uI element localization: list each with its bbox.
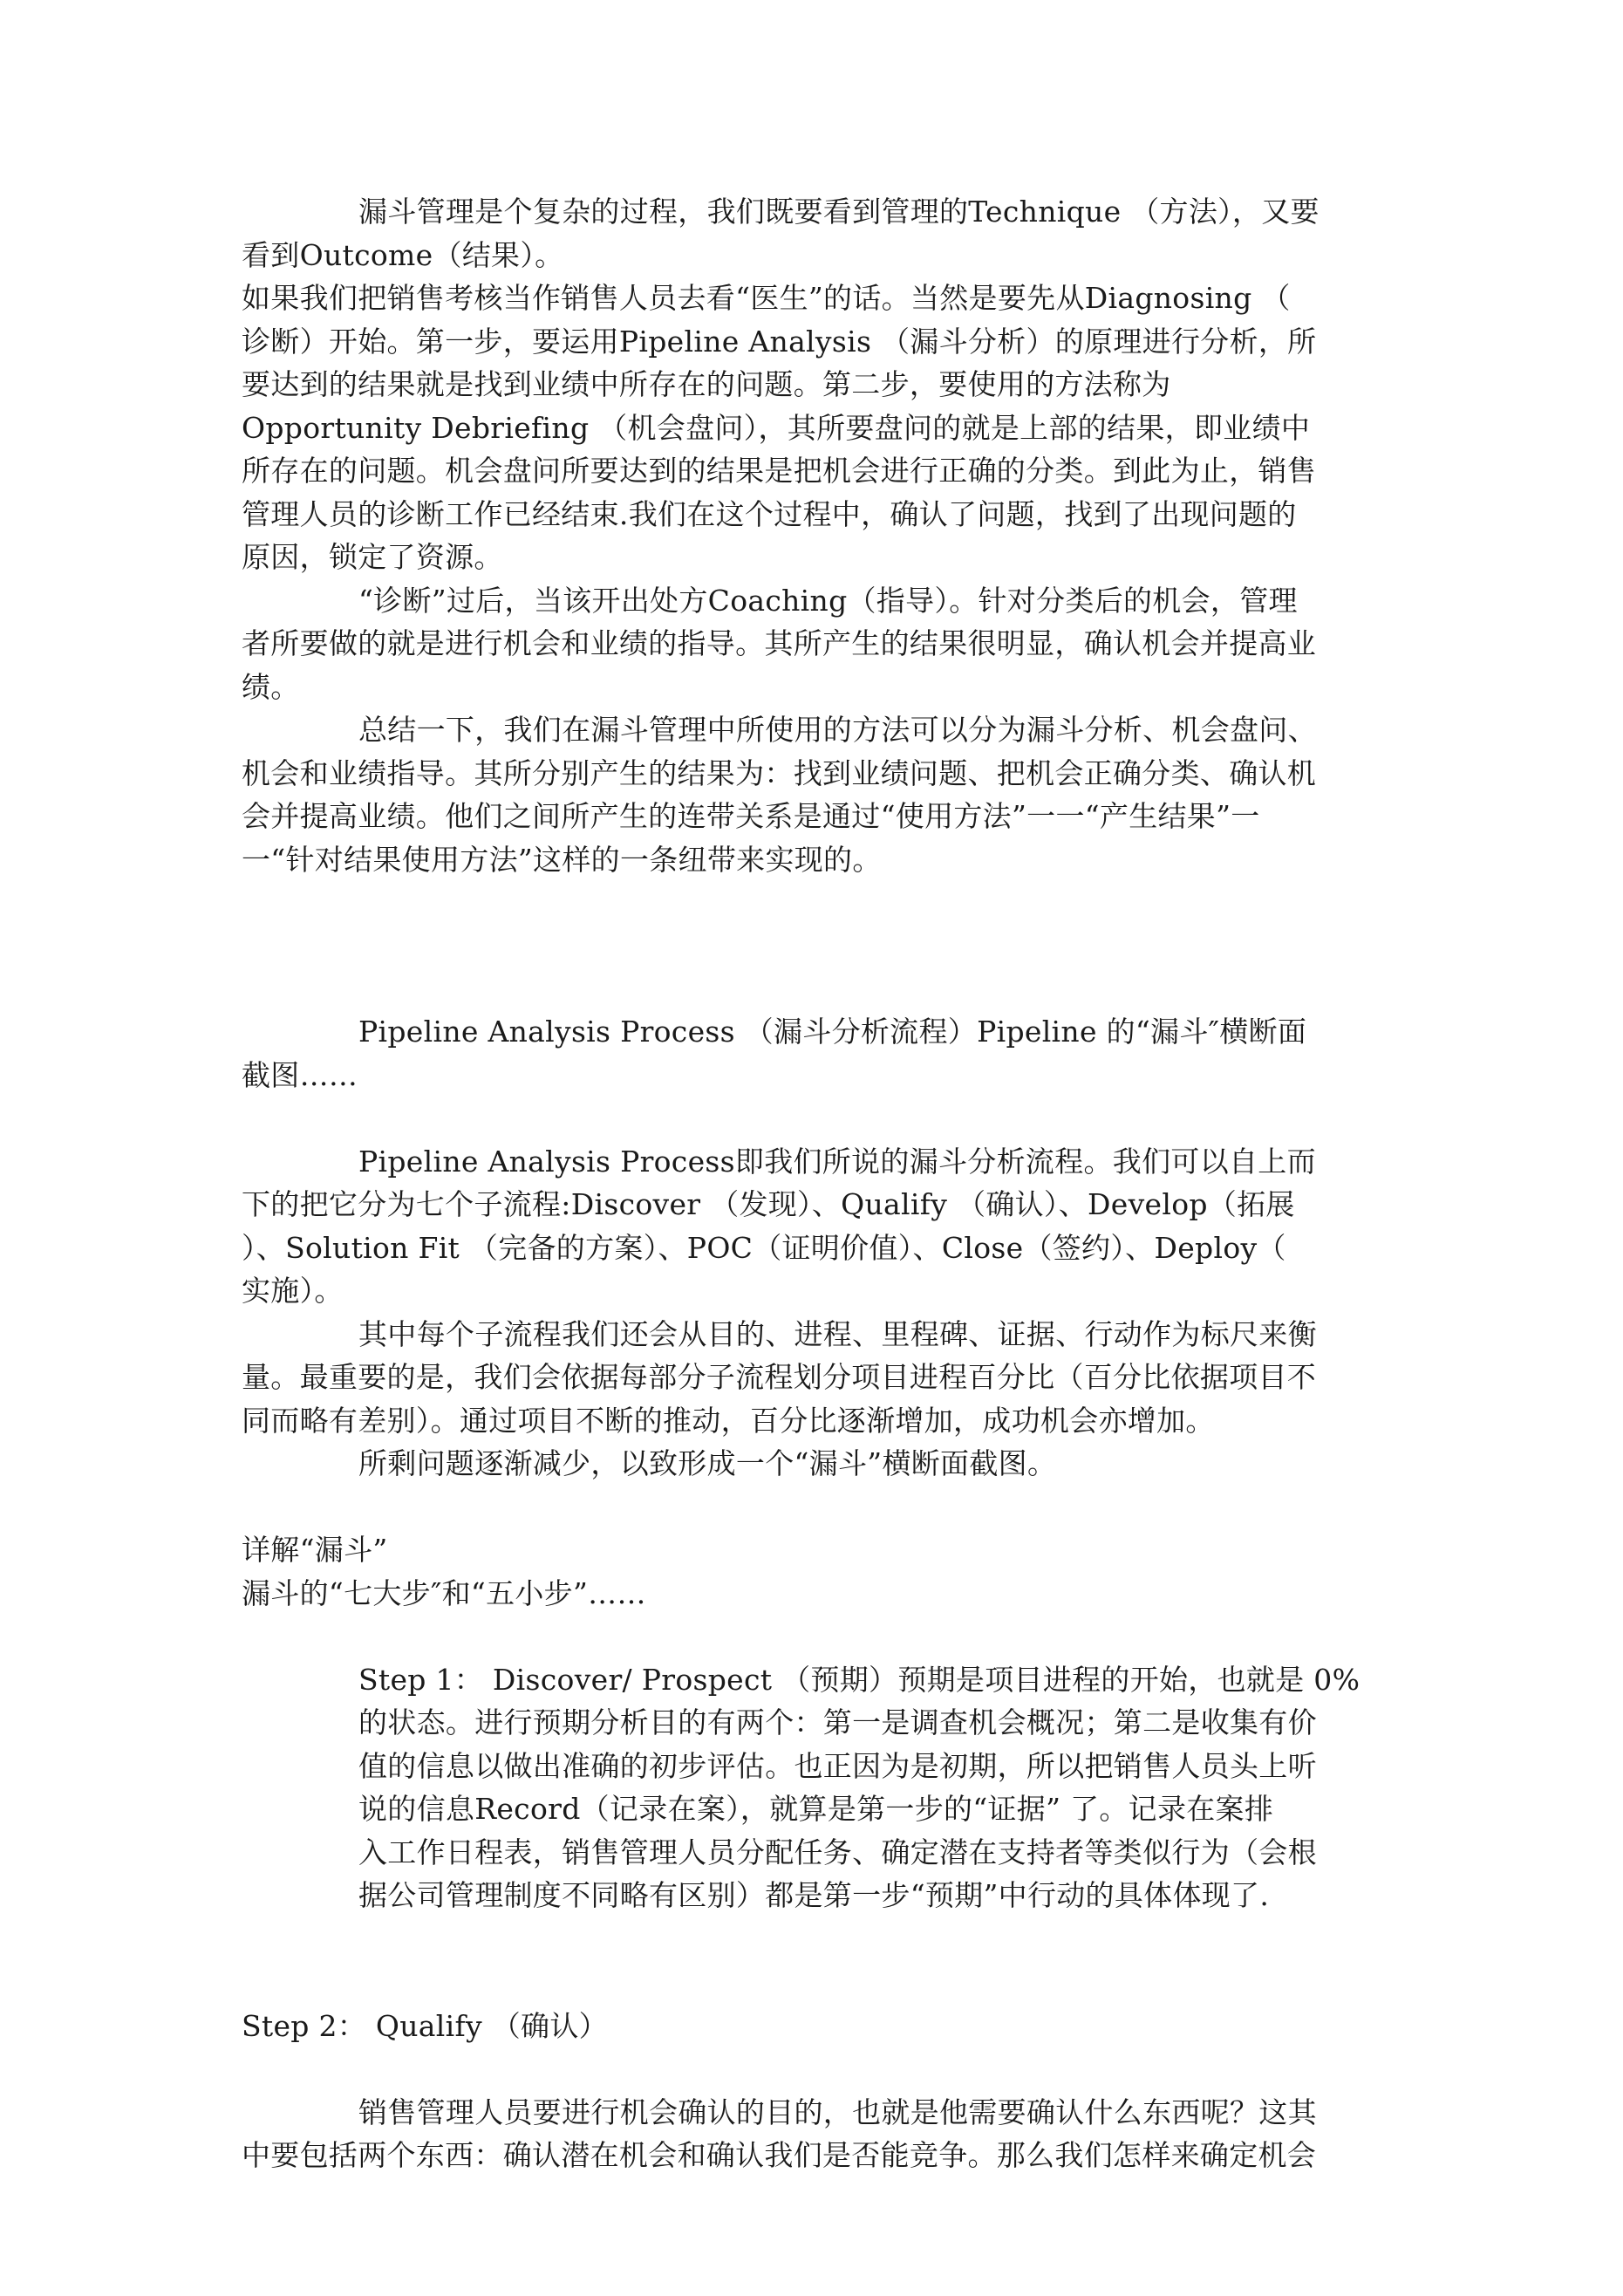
paragraph-line: 会并提高业绩。他们之间所产生的连带关系是通过“使用方法”一一“产生结果”一 [242, 799, 1260, 833]
paragraph-line: 截图…… [242, 1057, 358, 1092]
document-page [242, 190, 1401, 2177]
paragraph-line: 同而略有差别）。通过项目不断的推动，百分比逐渐增加，成功机会亦增加。 [242, 1403, 1215, 1438]
step-2-heading: Step 2： Qualify （确认） [242, 2008, 608, 2043]
paragraph-line: 据公司管理制度不同略有区别）都是第一步“预期”中行动的具体体现了. [358, 1878, 1270, 1912]
paragraph-line: 其中每个子流程我们还会从目的、进程、里程碑、证据、行动作为标尺来衡 [358, 1316, 1317, 1351]
spacer [242, 881, 1401, 1010]
paragraph-line: 者所要做的就是进行机会和业绩的指导。其所产生的结果很明显，确认机会并提高业 [242, 626, 1317, 660]
paragraph-line: 说的信息Record（记录在案），就算是第一步的“证据” 了。记录在案排 [358, 1792, 1274, 1826]
paragraph-line: 中要包括两个东西：确认潜在机会和确认我们是否能竞争。那么我们怎样来确定机会 [242, 2138, 1317, 2172]
paragraph-line: 一“针对结果使用方法”这样的一条纽带来实现的。 [242, 842, 882, 877]
paragraph-line: 绩。 [242, 669, 300, 704]
spacer [242, 1615, 1401, 1658]
paragraph-line: 漏斗管理是个复杂的过程，我们既要看到管理的Technique （方法），又要 [358, 195, 1320, 229]
spacer [242, 1097, 1401, 1140]
paragraph-line: 要达到的结果就是找到业绩中所存在的问题。第二步，要使用的方法称为 [242, 367, 1171, 401]
paragraph-line: 管理人员的诊断工作已经结束.我们在这个过程中，确认了问题，找到了出现问题的 [242, 496, 1297, 531]
section-heading: 详解“漏斗” [242, 1533, 388, 1567]
paragraph-line: 诊断）开始。第一步，要运用Pipeline Analysis （漏斗分析）的原理进行分析，所 [242, 324, 1317, 359]
paragraph-line: ）、Solution Fit （完备的方案）、POC（证明价值）、Close（签约）、Deploy（ [242, 1230, 1286, 1265]
paragraph-line: 总结一下，我们在漏斗管理中所使用的方法可以分为漏斗分析、机会盘问、 [358, 713, 1317, 747]
paragraph-line: 看到Outcome（结果）。 [242, 237, 564, 272]
paragraph-line: 所存在的问题。机会盘问所要达到的结果是把机会进行正确的分类。到此为止，销售 [242, 454, 1317, 488]
paragraph-line: 所剩问题逐渐减少，以致形成一个“漏斗”横断面截图。 [358, 1446, 1057, 1480]
paragraph-line: 销售管理人员要进行机会确认的目的，也就是他需要确认什么东西呢？这其 [358, 2094, 1317, 2129]
paragraph-line: 量。最重要的是，我们会依据每部分子流程划分项目进程百分比（百分比依据项目不 [242, 1360, 1317, 1394]
spacer [242, 2047, 1401, 2091]
paragraph-line: 原因，锁定了资源。 [242, 540, 503, 574]
paragraph-line: Step 1： Discover/ Prospect （预期）预期是项目进程的开始，也就是 0% [358, 1662, 1360, 1697]
paragraph-line: 下的把它分为七个子流程:Discover （发现）、Qualify （确认）、Develop（拓展 [242, 1187, 1295, 1221]
spacer [242, 1917, 1401, 2005]
paragraph-line: “诊断”过后，当该开出处方Coaching（指导）。针对分类后的机会，管理 [358, 583, 1298, 618]
step-1-block [242, 1658, 1401, 1917]
paragraph-line: Pipeline Analysis Process即我们所说的漏斗分析流程。我们可以自上而 [358, 1144, 1316, 1179]
paragraph-line: Pipeline Analysis Process （漏斗分析流程）Pipeline 的“漏斗″横断面 [358, 1015, 1307, 1049]
paragraph-line: 值的信息以做出准确的初步评估。也正因为是初期，所以把销售人员头上听 [358, 1748, 1317, 1783]
paragraph-line: 机会和业绩指导。其所分别产生的结果为：找到业绩问题、把机会正确分类、确认机 [242, 755, 1317, 790]
paragraph-line: 实施）。 [242, 1274, 344, 1308]
paragraph-line: 如果我们把销售考核当作销售人员去看“医生”的话。当然是要先从Diagnosing （ [242, 281, 1291, 315]
spacer [242, 1486, 1401, 1529]
paragraph-line: 入工作日程表，销售管理人员分配任务、确定潜在支持者等类似行为（会根 [358, 1835, 1317, 1869]
section-subheading: 漏斗的“七大步″和“五小步”…… [242, 1575, 646, 1610]
paragraph-line: 的状态。进行预期分析目的有两个：第一是调查机会概况；第二是收集有价 [358, 1705, 1317, 1739]
paragraph-line: Opportunity Debriefing （机会盘问），其所要盘问的就是上部的结果，即业绩中 [242, 410, 1311, 445]
